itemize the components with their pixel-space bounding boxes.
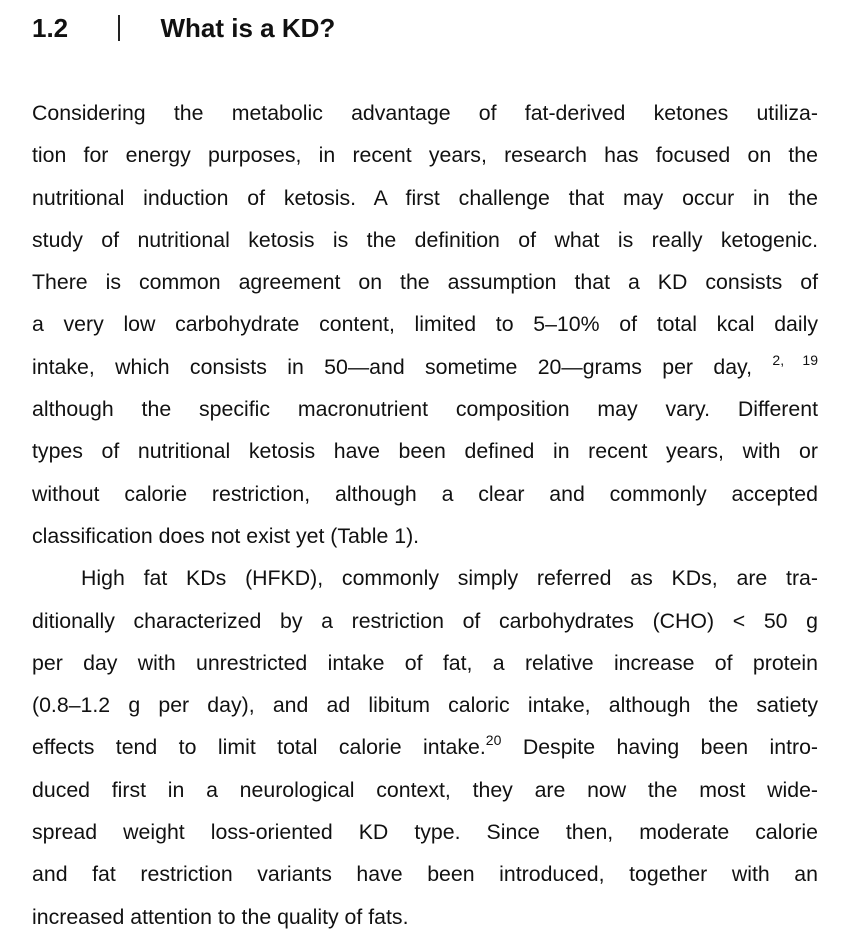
text-line: spread weight loss-oriented KD type. Since then, moderate calorie: [32, 820, 818, 845]
text-line: Considering the metabolic advantage of fat-derived ketones utiliza-: [32, 101, 818, 125]
text-fragment: intake, which consists in 50—and sometime 20—grams per day,: [32, 354, 753, 379]
text-line-with-citation: [32, 346, 818, 388]
text-line: There is common agreement on the assumption that a KD consists of: [32, 270, 818, 295]
section-heading: [32, 8, 335, 48]
text-line: and fat restriction variants have been introduced, together with an: [32, 862, 818, 887]
text-line: nutritional induction of ketosis. A first challenge that may occur in the: [32, 185, 818, 210]
section-title: What is a KD?: [160, 12, 336, 43]
text-fragment: Despite having been intro-: [522, 735, 819, 760]
citation-20: 20: [485, 732, 502, 749]
text-line: ditionally characterized by a restriction of carbohydrates (CHO) < 50 g: [32, 608, 818, 633]
text-line: increased attention to the quality of fats.: [32, 904, 409, 929]
text-line: duced first in a neurological context, they are now the most wide-: [32, 777, 818, 802]
text-line: High fat KDs (HFKD), commonly simply referred as KDs, are tra-: [81, 566, 818, 591]
section-number: 1.2: [32, 12, 69, 43]
text-line: a very low carbohydrate content, limited to 5–10% of total kcal daily: [32, 312, 818, 337]
text-line-with-citation: [32, 726, 818, 768]
text-fragment: effects tend to limit total calorie intake.: [32, 735, 486, 760]
text-line: without calorie restriction, although a clear and commonly accepted: [32, 481, 818, 506]
citation-2-19: 2, 19: [772, 351, 819, 368]
text-line: (0.8–1.2 g per day), and ad libitum caloric intake, although the satiety: [32, 693, 818, 718]
text-line: classification does not exist yet (Table 1).: [32, 523, 420, 548]
text-line: per day with unrestricted intake of fat, a relative increase of protein: [32, 650, 818, 675]
text-line: tion for energy purposes, in recent years, research has focused on the: [32, 143, 818, 168]
text-line: although the specific macronutrient composition may vary. Different: [32, 397, 818, 422]
heading-separator: [118, 15, 120, 41]
text-line: types of nutritional ketosis have been defined in recent years, with or: [32, 439, 818, 464]
body-text: [32, 92, 818, 938]
text-line: study of nutritional ketosis is the definition of what is really ketogenic.: [32, 227, 818, 252]
